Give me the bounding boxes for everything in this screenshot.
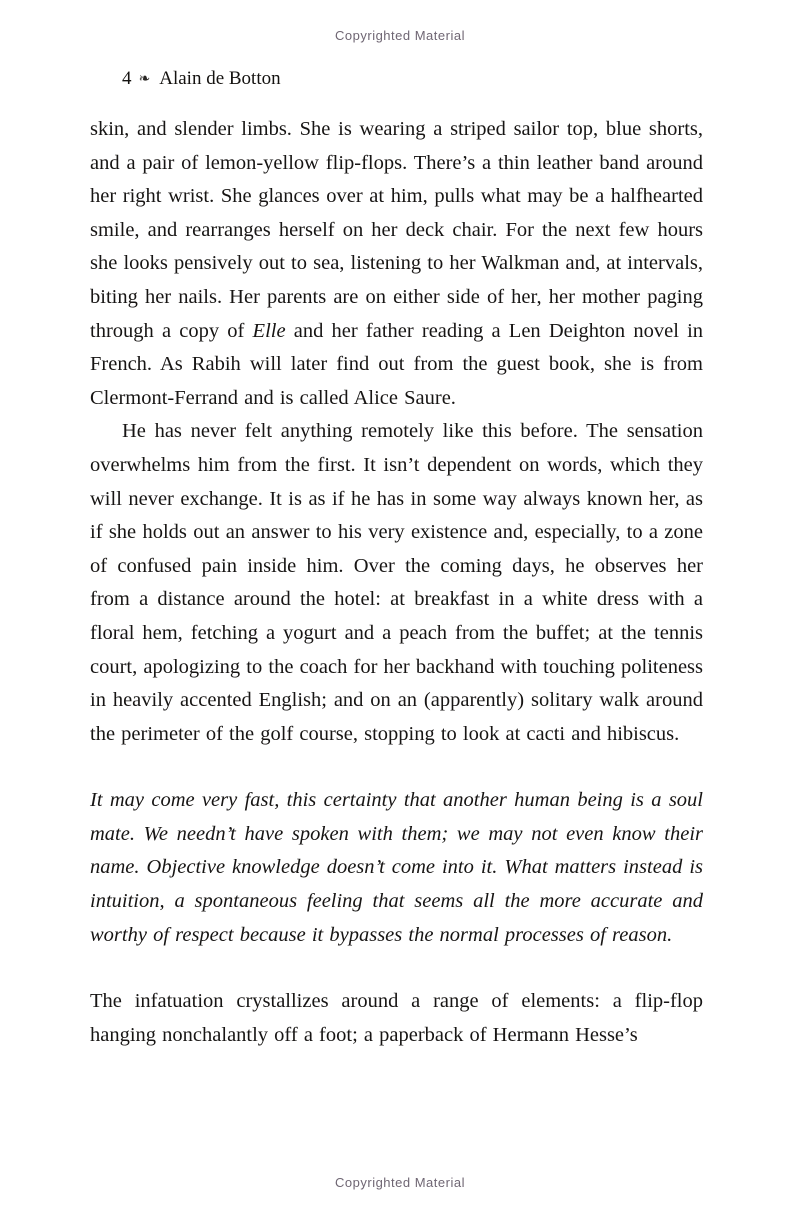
- paragraph-1-text-b: and her father reading a Len Deighton novel in French. As Rabih will later find out from the guest book, she is from Clermont-Ferrand and is called Alice Saure.: [90, 319, 704, 409]
- running-header: [122, 68, 281, 90]
- paragraph-2: He has never felt anything remotely like this before. The sensation overwhelms him from the first. It isn’t dependent on words, which they will never exchange. It is as if he has in some way always known her, as if she holds out an answer to his very existence and, especially, to a zone of confused pain inside him. Over the coming days, he observes her from a distance around the hotel: at breakfast in a white dress with a floral hem, fetching a yogurt and a peach from the buffet; at the tennis court, apologizing to the coach for her backhand with touching politeness in heavily accented English; and on an (apparently) solitary walk around the perimeter of the golf course, stopping to look at cacti and hibiscus.: [90, 420, 703, 745]
- paragraph-4: The infatuation crystallizes around a range of elements: a flip-flop hanging nonchalantly off a foot; a paperback of Hermann Hesse’s: [90, 990, 703, 1046]
- page-number: 4: [122, 68, 132, 89]
- paragraph-3-italic-passage: It may come very fast, this certainty that another human being is a soul mate. We needn’t have spoken with them; we may not even know their name. Objective knowledge doesn’t come into it. What matters instead is intuition, a spontaneous feeling that seems all the more accurate and worthy of respect because it bypasses the normal processes of reason.: [90, 789, 703, 946]
- paragraph-1-text-a: skin, and slender limbs. She is wearing a striped sailor top, blue shorts, and a pair of lemon-yellow flip-flops. There’s a thin leather band around her right wrist. She glances over at him, pulls what may be a halfhearted smile, and rearranges herself on her deck chair. For the next few hours she looks pensively out to sea, listening to her Walkman and, at intervals, biting her nails. Her parents are on either side of her, her mother paging through a copy of: [90, 118, 703, 342]
- copyright-notice-bottom: Copyrighted Material: [335, 1175, 465, 1190]
- copyright-notice-top: Copyrighted Material: [335, 28, 465, 43]
- author-name: Alain de Botton: [159, 68, 281, 89]
- fleuron-ornament-icon: ❧: [138, 71, 151, 87]
- paragraph-1-italic-title: Elle: [252, 319, 286, 342]
- page-body: [90, 113, 703, 1052]
- paragraph-1: [90, 113, 703, 415]
